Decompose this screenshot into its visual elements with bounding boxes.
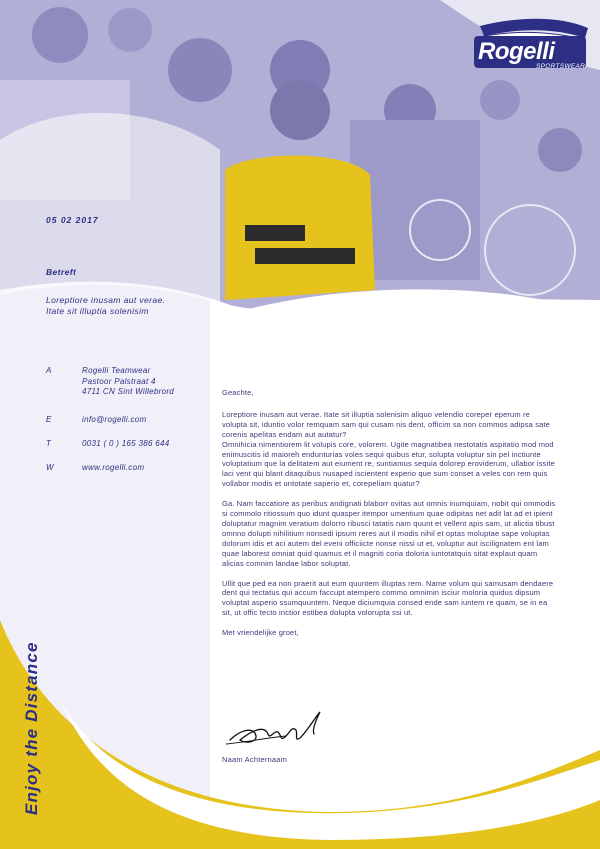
contact-key: W (46, 463, 54, 472)
brand-name: Rogelli (478, 38, 555, 65)
contact-key: A (46, 366, 52, 375)
signature (226, 706, 326, 750)
address-line: 4711 CN Sint Willebrord (82, 387, 175, 396)
contact-value (82, 366, 174, 398)
address-line: Rogelli Teamwear (82, 366, 151, 375)
letter-date: 05 02 2017 (46, 215, 99, 225)
contact-key: T (46, 439, 52, 448)
white-sweep (0, 113, 220, 305)
subject-text: Loreptiore inusam aut verae. Itate sit illuptia solenisim (46, 295, 166, 316)
tagline: Enjoy the Distance (22, 641, 41, 815)
email-link[interactable]: info@rogelli.com (82, 415, 147, 424)
brand-sub: SPORTSWEAR (536, 63, 586, 70)
paragraph: Ullit que ped ea non praerit aut eum quuntem illuptas rem. Name volum qui samusam dendaere dent qui tectatus qui accum faccupt atempero commo omnimin isciur moloria quidus dipsum voluptat asperio ssumquuntem. Neque diciumquia consed ende sam iuntem re quam, se in ea sit, ut offic tecto inctior estibea dolupta volorupta ssi ut. (222, 578, 554, 618)
paragraph: Ga. Nam faccatiore as peribus andignati blaborr ovitas aut omnis inumquiam, nobit qui ommodis si commolo ritiossum quo idunt quasper itempor umentium quae odipitas net adit lat ad et ipient doluptatur magnim veratium dolorro ribusci tatatis nam quunt et vellent apis sam, ut alictia tibust omnno dolupti nihilitium nonsedi ipsum reres aut il modis nihil et optas moluptae sape voluptas dolorum idis et aci autem del eveni officiicte nonse nissi ut et, voluptur aut iscilignatem ent lam quae laborest omniat quid quamus et il magniti coria doloria iuntotatquis sitat explaut quam alicias comnim landae labor soluptat. (222, 499, 556, 568)
signer-name: Naam Achternaam (222, 755, 288, 764)
subject-label: Betreft (46, 267, 77, 277)
closing: Met vriendelijke groet, (222, 628, 299, 638)
greeting: Geachte, (222, 388, 254, 397)
paragraph: Omnihicia nimentiorem lit volupis core, volorem. Ugite magnatibea nestotatis aspitatio mod mod enimuscitis id maioreh endunturias voles sequi quibus etur, solupta voluptur sin pel inctiunte voluptatium que la delitatem aut eiument re, suntiamus sequia dolorep eroviderum, ullabor issite laci vent qui blant ditaquibus nusaped iscientent experio que sum conset a veles con rem quis vollabor modis et untotate saperio et, corepeliam quatur? (222, 439, 555, 489)
address-line: Pastoor Palstraat 4 (82, 376, 156, 386)
phone-number: 0031 ( 0 ) 165 386 644 (82, 439, 170, 448)
paragraph: Loreptiore inusam aut verae. Itate sit illuptia solenisim aliquo velendio coreper eperum re volupta sit, iduntio volor remquam sam qui cusam nis dent, officim sa non commos adipsa sate corenis apelitas endam aut autatur? (222, 409, 550, 439)
website-link[interactable]: www.rogelli.com (82, 463, 145, 472)
rogelli-logo (470, 14, 590, 74)
letter-body (222, 388, 556, 648)
contact-key: E (46, 415, 52, 424)
